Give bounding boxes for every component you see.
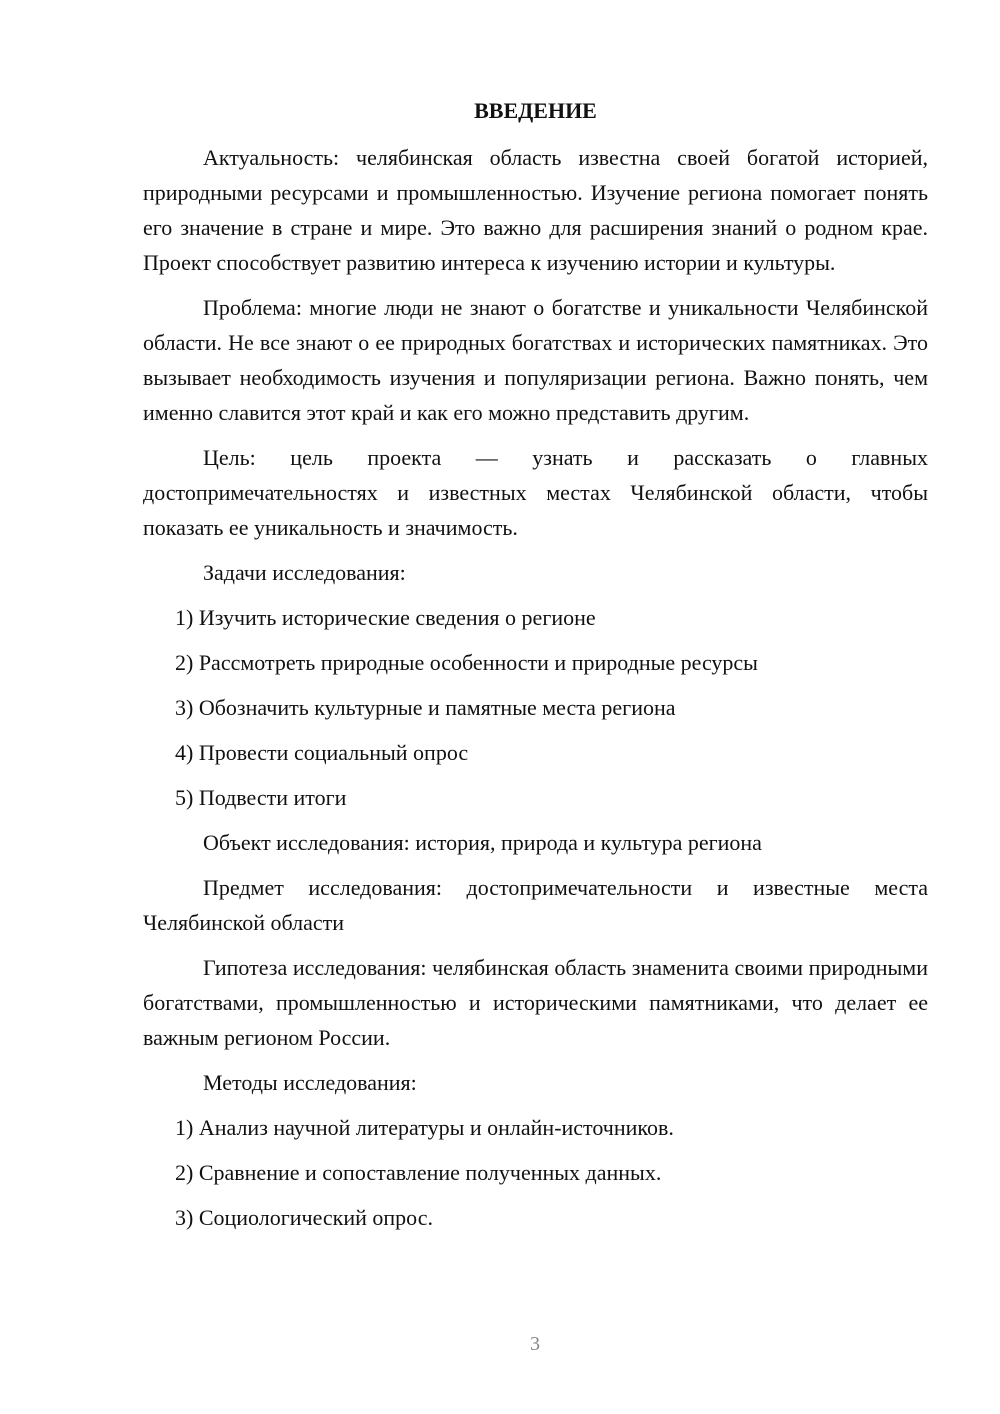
page-content: [143, 96, 928, 1245]
hypothesis-paragraph: Гипотеза исследования: челябинская область знаменита своими природными богатствами, промышленностью и историческими памятниками, что делает ее важным регионом России.: [143, 955, 928, 1050]
list-item: 1) Изучить исторические сведения о регионе: [175, 605, 596, 630]
list-item: 1) Анализ научной литературы и онлайн-источников.: [175, 1115, 674, 1140]
section-heading: ВВЕДЕНИЕ: [474, 98, 597, 123]
list-item: 4) Провести социальный опрос: [175, 740, 469, 765]
list-item: 2) Рассмотреть природные особенности и природные ресурсы: [175, 650, 758, 675]
tasks-title: Задачи исследования:: [203, 560, 406, 585]
tasks-list: [143, 600, 928, 815]
subject-paragraph: Предмет исследования: достопримечательности и известные места Челябинской области: [143, 875, 928, 935]
list-item: 5) Подвести итоги: [175, 785, 347, 810]
methods-title: Методы исследования:: [203, 1070, 417, 1095]
list-item: 2) Сравнение и сопоставление полученных данных.: [175, 1160, 662, 1185]
list-item: 3) Обозначить культурные и памятные места региона: [175, 695, 676, 720]
relevance-paragraph: Актуальность: челябинская область известна своей богатой историей, природными ресурсами и промышленностью. Изучение региона помогает понять его значение в стране и мире. Это важно для расширения знаний о родном крае. Проект способствует развитию интереса к изучению истории и культуры.: [143, 145, 928, 275]
object-paragraph: Объект исследования: история, природа и культура региона: [203, 830, 762, 855]
methods-list: [143, 1110, 928, 1235]
page-number: 3: [530, 1333, 540, 1355]
list-item: 3) Социологический опрос.: [175, 1205, 433, 1230]
problem-paragraph: Проблема: многие люди не знают о богатстве и уникальности Челябинской области. Не все знают о ее природных богатствах и исторических памятниках. Это вызывает необходимость изучения и популяризации региона. Важно понять, чем именно славится этот край и как его можно представить другим.: [143, 295, 928, 425]
goal-paragraph: Цель: цель проекта — узнать и рассказать о главных достопримечательностях и известных местах Челябинской области, чтобы показать ее уникальность и значимость.: [143, 445, 928, 540]
